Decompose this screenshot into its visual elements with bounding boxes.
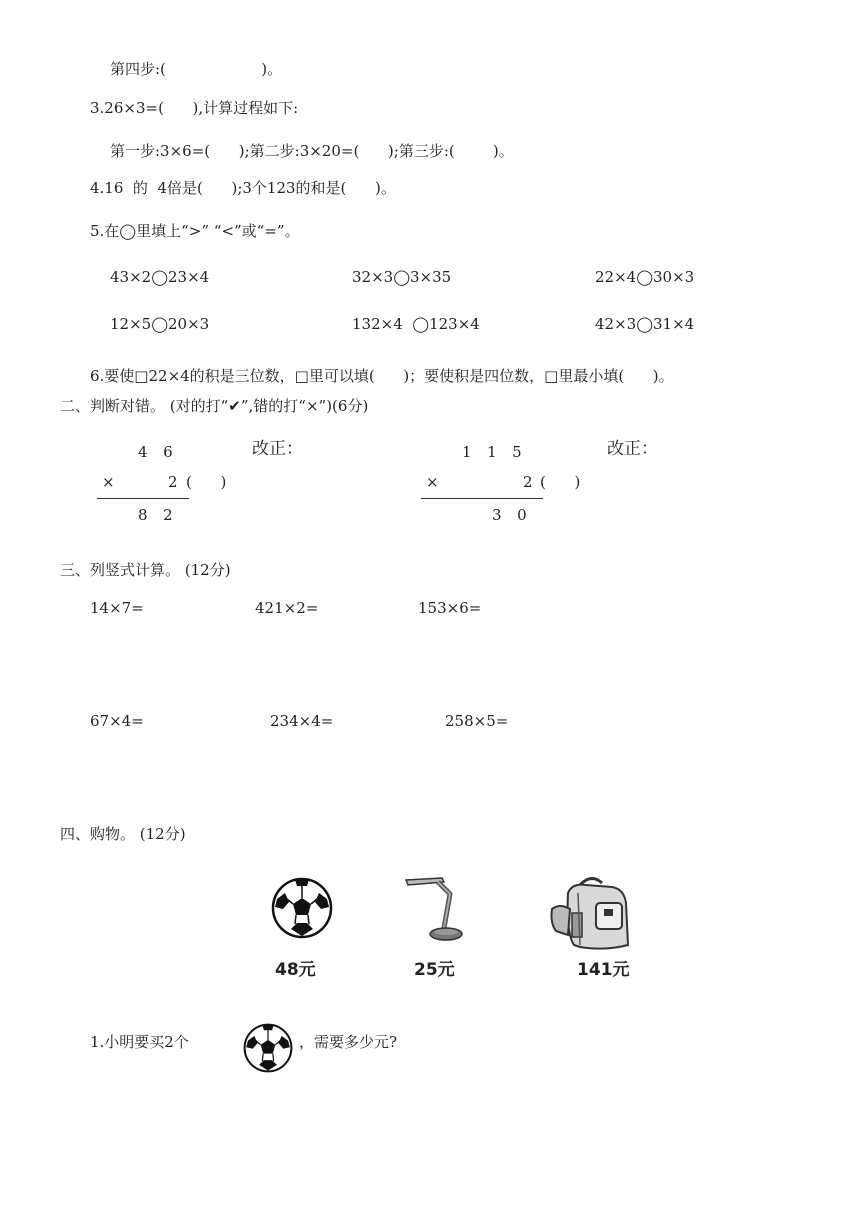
underline xyxy=(97,498,189,499)
calc-item: 67×4= xyxy=(90,712,144,730)
section-4-heading: 四、购物。 (12分) xyxy=(60,825,186,843)
shopping-question-1-start: 1.小明要买2个 xyxy=(90,1033,189,1051)
price-label: 141元 xyxy=(577,960,630,980)
problem2-multiplier: 2 xyxy=(523,473,533,491)
soccer-ball-icon xyxy=(243,1023,293,1073)
compare-item: 132×4 ◯123×4 xyxy=(352,315,480,333)
question-5: 5.在◯里填上“>” “<”或“=”。 xyxy=(90,222,300,240)
problem2-correction-label: 改正： xyxy=(607,439,658,459)
compare-item: 43×2◯23×4 xyxy=(110,268,210,286)
calc-item: 258×5= xyxy=(445,712,509,730)
price-label: 25元 xyxy=(414,960,455,980)
soccer-ball-icon xyxy=(271,877,333,939)
compare-item: 42×3◯31×4 xyxy=(595,315,695,333)
desk-lamp-icon xyxy=(402,876,466,942)
question-3: 3.26×3=( ),计算过程如下: xyxy=(90,99,299,117)
times-sign: × xyxy=(426,473,439,491)
calc-item: 234×4= xyxy=(270,712,334,730)
problem1-answer-paren: ( ) xyxy=(186,473,227,491)
section-3-heading: 三、列竖式计算。 (12分) xyxy=(60,561,231,579)
calc-item: 14×7= xyxy=(90,599,144,617)
question-4: 4.16 的 4倍是( );3个123的和是( )。 xyxy=(90,179,396,197)
compare-item: 32×3◯3×35 xyxy=(352,268,452,286)
section-2-heading: 二、判断对错。 (对的打“✔”,错的打“×”)(6分) xyxy=(60,397,369,415)
backpack-icon xyxy=(546,873,636,951)
compare-item: 12×5◯20×3 xyxy=(110,315,210,333)
times-sign: × xyxy=(102,473,115,491)
problem2-result: 3 0 xyxy=(492,506,529,524)
problem1-multiplier: 2 xyxy=(168,473,178,491)
price-label: 48元 xyxy=(275,960,316,980)
problem1-top: 4 6 xyxy=(138,443,175,461)
calc-item: 421×2= xyxy=(255,599,319,617)
problem1-correction-label: 改正： xyxy=(252,439,303,459)
question-6: 6.要使□22×4的积是三位数，□里可以填( )；要使积是四位数，□里最小填( )。 xyxy=(90,367,674,385)
calc-item: 153×6= xyxy=(418,599,482,617)
shopping-question-1-end: ，需要多少元? xyxy=(299,1033,398,1051)
problem1-result: 8 2 xyxy=(138,506,175,524)
underline xyxy=(421,498,543,499)
question-3-steps: 第一步:3×6=( );第二步:3×20=( );第三步:( )。 xyxy=(110,142,514,160)
problem2-answer-paren: ( ) xyxy=(540,473,581,491)
compare-item: 22×4◯30×3 xyxy=(595,268,695,286)
problem2-top: 1 1 5 xyxy=(462,443,524,461)
step4-line: 第四步:( )。 xyxy=(110,60,283,78)
